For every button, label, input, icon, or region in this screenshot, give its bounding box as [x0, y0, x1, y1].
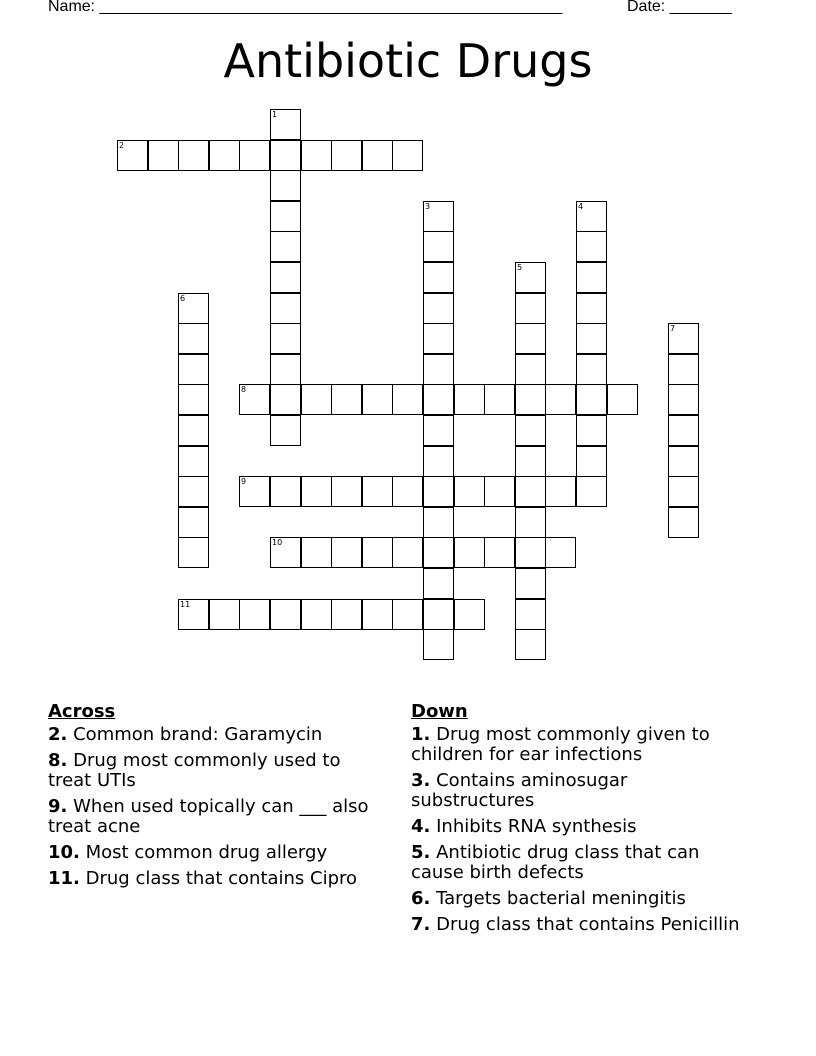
clue-down-7 — [411, 915, 751, 935]
crossword-cell[interactable] — [515, 446, 546, 477]
crossword-cell[interactable] — [668, 476, 699, 507]
crossword-cell[interactable] — [423, 629, 454, 660]
crossword-cell[interactable] — [301, 537, 332, 568]
crossword-cell[interactable] — [178, 354, 209, 385]
clue-number: 9. — [48, 796, 68, 817]
crossword-cell[interactable] — [178, 323, 209, 354]
crossword-cell[interactable] — [392, 140, 423, 171]
name-field[interactable]: Name: ____________________________________________________ — [48, 0, 563, 15]
cell-number: 8 — [241, 385, 247, 394]
cell-number: 11 — [180, 600, 191, 609]
crossword-cell[interactable] — [545, 537, 576, 568]
clue-text: Drug class that contains Penicillin — [436, 914, 740, 935]
clue-text: When used topically can ___ also treat acne — [48, 796, 369, 837]
cell-number: 6 — [180, 294, 186, 303]
crossword-cell[interactable] — [576, 293, 607, 324]
crossword-cell[interactable] — [454, 537, 485, 568]
crossword-cell[interactable] — [239, 476, 270, 507]
crossword-cell[interactable] — [423, 568, 454, 599]
crossword-cell[interactable] — [454, 476, 485, 507]
crossword-cell[interactable] — [576, 384, 607, 415]
clue-text: Common brand: Garamycin — [73, 724, 323, 745]
across-clues — [48, 702, 388, 895]
cell-number: 3 — [425, 202, 431, 211]
crossword-cell[interactable] — [423, 201, 454, 232]
crossword-cell[interactable] — [454, 384, 485, 415]
crossword-cell[interactable] — [576, 262, 607, 293]
date-field[interactable]: Date: _______ — [627, 0, 732, 15]
crossword-cell[interactable] — [331, 140, 362, 171]
crossword-cell[interactable] — [668, 415, 699, 446]
crossword-cell[interactable] — [362, 384, 393, 415]
clue-across-11 — [48, 869, 388, 889]
clue-down-1 — [411, 725, 751, 765]
crossword-cell[interactable] — [239, 599, 270, 630]
crossword-cell[interactable] — [484, 384, 515, 415]
cell-number: 7 — [670, 324, 676, 333]
clue-number: 5. — [411, 842, 431, 863]
clue-number: 7. — [411, 914, 431, 935]
crossword-cell[interactable] — [270, 140, 301, 171]
cell-number: 5 — [517, 263, 523, 272]
down-heading: Down — [411, 701, 468, 722]
crossword-cell[interactable] — [270, 109, 301, 140]
clue-number: 1. — [411, 724, 431, 745]
clue-text: Inhibits RNA synthesis — [436, 816, 637, 837]
crossword-cell[interactable] — [239, 384, 270, 415]
crossword-cell[interactable] — [515, 537, 546, 568]
crossword-cell[interactable] — [178, 140, 209, 171]
crossword-cell[interactable] — [362, 476, 393, 507]
clue-number: 11. — [48, 868, 80, 889]
clue-down-3 — [411, 771, 751, 811]
crossword-cell[interactable] — [423, 507, 454, 538]
crossword-cell[interactable] — [117, 140, 148, 171]
crossword-cell[interactable] — [301, 384, 332, 415]
crossword-cell[interactable] — [392, 476, 423, 507]
clue-across-8 — [48, 751, 388, 791]
crossword-cell[interactable] — [301, 140, 332, 171]
clue-down-6 — [411, 889, 751, 909]
cell-number: 10 — [272, 538, 283, 547]
crossword-cell[interactable] — [515, 384, 546, 415]
clue-number: 4. — [411, 816, 431, 837]
crossword-cell[interactable] — [178, 384, 209, 415]
cell-number: 1 — [272, 110, 278, 119]
crossword-cell[interactable] — [178, 599, 209, 630]
crossword-cell[interactable] — [362, 599, 393, 630]
crossword-cell[interactable] — [270, 201, 301, 232]
crossword-cell[interactable] — [270, 170, 301, 201]
clue-number: 8. — [48, 750, 68, 771]
clue-text: Contains aminosugar substructures — [411, 770, 628, 811]
crossword-cell[interactable] — [331, 476, 362, 507]
crossword-cell[interactable] — [423, 415, 454, 446]
clue-across-9 — [48, 797, 388, 837]
crossword-cell[interactable] — [515, 568, 546, 599]
crossword-cell[interactable] — [515, 262, 546, 293]
crossword-cell[interactable] — [239, 140, 270, 171]
cell-number: 9 — [241, 477, 247, 486]
crossword-cell[interactable] — [270, 537, 301, 568]
crossword-cell[interactable] — [301, 599, 332, 630]
crossword-cell[interactable] — [148, 140, 179, 171]
crossword-cell[interactable] — [423, 354, 454, 385]
clue-down-4 — [411, 817, 751, 837]
crossword-cell[interactable] — [178, 293, 209, 324]
crossword-cell[interactable] — [362, 140, 393, 171]
crossword-cell[interactable] — [668, 446, 699, 477]
crossword-cell[interactable] — [576, 323, 607, 354]
crossword-cell[interactable] — [392, 384, 423, 415]
crossword-cell[interactable] — [515, 629, 546, 660]
crossword-cell[interactable] — [576, 201, 607, 232]
crossword-cell[interactable] — [270, 384, 301, 415]
crossword-cell[interactable] — [576, 415, 607, 446]
crossword-cell[interactable] — [209, 599, 240, 630]
crossword-cell[interactable] — [515, 599, 546, 630]
down-clues — [411, 702, 751, 941]
crossword-cell[interactable] — [515, 354, 546, 385]
crossword-cell[interactable] — [607, 384, 638, 415]
crossword-cell[interactable] — [576, 231, 607, 262]
crossword-cell[interactable] — [392, 537, 423, 568]
crossword-cell[interactable] — [178, 537, 209, 568]
crossword-cell[interactable] — [270, 354, 301, 385]
crossword-cell[interactable] — [270, 476, 301, 507]
clue-text: Drug most commonly used to treat UTIs — [48, 750, 341, 791]
crossword-cell[interactable] — [484, 476, 515, 507]
crossword-cell[interactable] — [270, 293, 301, 324]
crossword-cell[interactable] — [178, 507, 209, 538]
crossword-cell[interactable] — [423, 476, 454, 507]
crossword-cell[interactable] — [178, 476, 209, 507]
crossword-cell[interactable] — [209, 140, 240, 171]
clue-text: Antibiotic drug class that can cause birth defects — [411, 842, 700, 883]
crossword-cell[interactable] — [484, 537, 515, 568]
crossword-cell[interactable] — [423, 293, 454, 324]
crossword-cell[interactable] — [423, 599, 454, 630]
cell-number: 4 — [578, 202, 584, 211]
clue-text: Drug most commonly given to children for ear infections — [411, 724, 710, 765]
crossword-cell[interactable] — [331, 599, 362, 630]
crossword-cell[interactable] — [331, 537, 362, 568]
crossword-cell[interactable] — [270, 415, 301, 446]
crossword-cell[interactable] — [178, 415, 209, 446]
crossword-cell[interactable] — [270, 599, 301, 630]
crossword-cell[interactable] — [423, 446, 454, 477]
crossword-cell[interactable] — [545, 384, 576, 415]
page-title: Antibiotic Drugs — [223, 34, 593, 88]
clue-number: 10. — [48, 842, 80, 863]
clue-number: 6. — [411, 888, 431, 909]
crossword-cell[interactable] — [668, 323, 699, 354]
crossword-cell[interactable] — [515, 415, 546, 446]
crossword-cell[interactable] — [668, 507, 699, 538]
crossword-cell[interactable] — [515, 476, 546, 507]
crossword-cell[interactable] — [454, 599, 485, 630]
clue-text: Most common drug allergy — [85, 842, 328, 863]
clue-down-5 — [411, 843, 751, 883]
crossword-cell[interactable] — [545, 476, 576, 507]
clue-number: 3. — [411, 770, 431, 791]
crossword-cell[interactable] — [423, 537, 454, 568]
clue-text: Targets bacterial meningitis — [436, 888, 686, 909]
crossword-cell[interactable] — [576, 446, 607, 477]
crossword-cell[interactable] — [301, 476, 332, 507]
crossword-cell[interactable] — [392, 599, 423, 630]
crossword-cell[interactable] — [270, 231, 301, 262]
crossword-cell[interactable] — [423, 262, 454, 293]
crossword-cell[interactable] — [576, 476, 607, 507]
crossword-cell[interactable] — [668, 384, 699, 415]
crossword-cell[interactable] — [423, 231, 454, 262]
crossword-cell[interactable] — [362, 537, 393, 568]
across-heading: Across — [48, 701, 116, 722]
crossword-cell[interactable] — [270, 323, 301, 354]
cell-number: 2 — [119, 141, 125, 150]
crossword-cell[interactable] — [668, 354, 699, 385]
crossword-cell[interactable] — [423, 323, 454, 354]
crossword-cell[interactable] — [423, 384, 454, 415]
crossword-cell[interactable] — [515, 507, 546, 538]
crossword-cell[interactable] — [576, 354, 607, 385]
clue-across-10 — [48, 843, 388, 863]
clue-number: 2. — [48, 724, 68, 745]
crossword-cell[interactable] — [270, 262, 301, 293]
crossword-cell[interactable] — [515, 293, 546, 324]
clue-text: Drug class that contains Cipro — [85, 868, 358, 889]
crossword-cell[interactable] — [178, 446, 209, 477]
crossword-cell[interactable] — [331, 384, 362, 415]
clue-across-2 — [48, 725, 388, 745]
crossword-cell[interactable] — [515, 323, 546, 354]
